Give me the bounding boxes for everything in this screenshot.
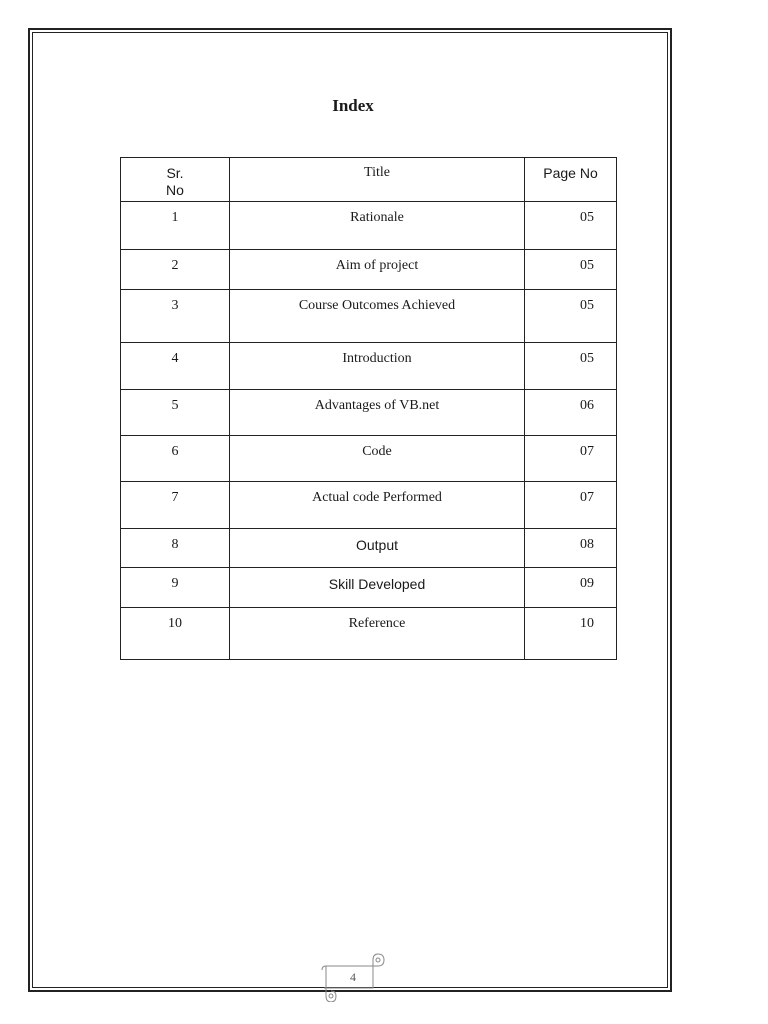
header-sr-line2: No [166, 182, 184, 198]
row-sr: 3 [121, 290, 230, 343]
table-row [121, 568, 617, 608]
row-sr: 10 [121, 608, 230, 660]
header-sr-line1: Sr. [166, 165, 184, 181]
row-sr: 6 [121, 436, 230, 482]
table-row [121, 343, 617, 390]
row-title: Reference [230, 608, 525, 660]
row-page: 05 [525, 202, 617, 250]
row-page: 05 [525, 343, 617, 390]
row-page: 05 [525, 290, 617, 343]
table-row [121, 390, 617, 436]
header-page-no: Page No [525, 158, 617, 202]
row-sr: 7 [121, 482, 230, 529]
row-sr: 8 [121, 529, 230, 568]
row-title: Course Outcomes Achieved [230, 290, 525, 343]
row-sr: 4 [121, 343, 230, 390]
header-title: Title [230, 158, 525, 202]
row-page: 08 [525, 529, 617, 568]
table-row [121, 202, 617, 250]
table-row [121, 290, 617, 343]
index-table [120, 157, 617, 660]
row-sr: 1 [121, 202, 230, 250]
row-page: 05 [525, 250, 617, 290]
page-title: Index [332, 96, 374, 115]
row-title: Actual code Performed [230, 482, 525, 529]
row-title: Aim of project [230, 250, 525, 290]
table-header-row [121, 158, 617, 202]
row-sr: 2 [121, 250, 230, 290]
row-page: 10 [525, 608, 617, 660]
page-number: 4 [350, 970, 356, 984]
row-page: 07 [525, 436, 617, 482]
table-row [121, 482, 617, 529]
row-title: Rationale [230, 202, 525, 250]
row-page: 09 [525, 568, 617, 608]
row-page: 07 [525, 482, 617, 529]
table-row [121, 529, 617, 568]
row-page: 06 [525, 390, 617, 436]
row-title: Code [230, 436, 525, 482]
header-sr-no [121, 158, 230, 202]
row-sr: 9 [121, 568, 230, 608]
row-sr: 5 [121, 390, 230, 436]
table-row [121, 608, 617, 660]
table-row [121, 250, 617, 290]
table-row [121, 436, 617, 482]
row-title: Output [230, 529, 525, 568]
row-title: Introduction [230, 343, 525, 390]
row-title: Advantages of VB.net [230, 390, 525, 436]
page-number-scroll [320, 952, 388, 1002]
row-title: Skill Developed [230, 568, 525, 608]
